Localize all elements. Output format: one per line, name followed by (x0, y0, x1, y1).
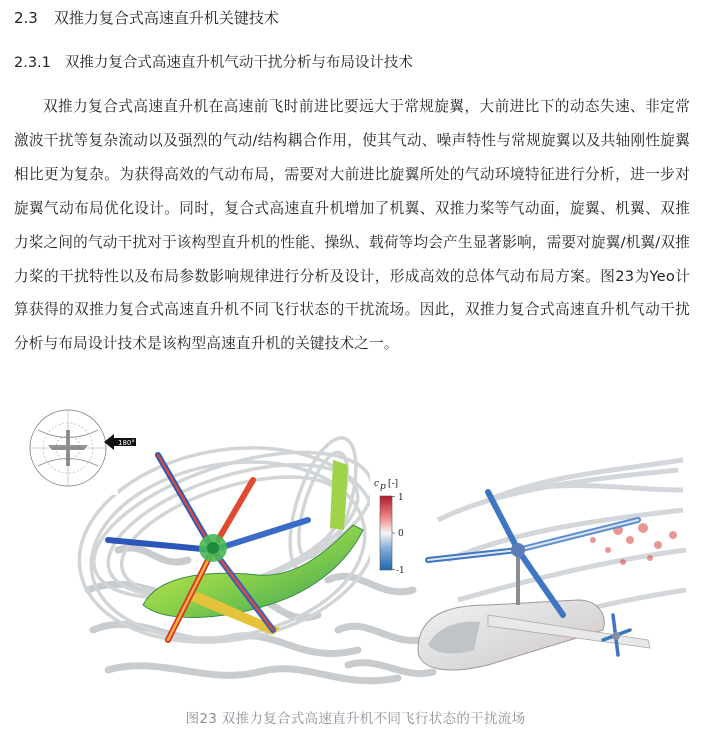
svg-text:180°: 180° (118, 439, 135, 447)
svg-text:[-]: [-] (388, 479, 399, 489)
svg-text:-1: -1 (396, 566, 405, 576)
subsection-title: 双推力复合式高速直升机气动干扰分析与布局设计技术 (64, 55, 413, 71)
svg-text:0: 0 (398, 529, 404, 539)
figure-23 (18, 400, 690, 696)
figure-image (18, 400, 690, 696)
subsection-heading (14, 51, 413, 72)
section-title: 双推力复合式高速直升机关键技术 (53, 9, 279, 27)
section-number: 2.3 (14, 9, 38, 27)
subsection-number: 2.3.1 (14, 55, 51, 71)
cp-colorbar-legend (370, 470, 418, 580)
svg-text:1: 1 (398, 493, 404, 503)
svg-text:c: c (374, 479, 380, 489)
svg-text:p: p (380, 482, 386, 492)
section-heading (14, 7, 279, 28)
right-flowfield-image (418, 460, 686, 670)
figure-caption: 图23 双推力复合式高速直升机不同飞行状态的干扰流场 (185, 711, 526, 727)
body-paragraph: 双推力复合式高速直升机在高速前飞时前进比要远大于常规旋翼，大前进比下的动态失速、非定常激波干扰等复杂流动以及强烈的气动/结构耦合作用，使其气动、噪声特性与常规旋翼以及共轴刚性旋翼相比更为复杂。为获得高效的气动布局，需要对大前进比旋翼所处的气动环境特征进行分析，进一步对旋翼气动布局优化设计。同时，复合式高速直升机增加了机翼、双推力桨等气动面，旋翼、机翼、双推力桨之间的气动干扰对于该构型直升机的性能、操纵、载荷等均会产生显著影响，需要对旋翼/机翼/双推力桨的干扰特性以及布局参数影响规律进行分析及设计，形成高效的总体气动布局方案。图23为Yeo计算获得的双推力复合式高速直升机不同飞行状态的干扰流场。因此，双推力复合式高速直升机气动干扰分析与布局设计技术是该构型高速直升机的关键技术之一。 (14, 98, 690, 353)
